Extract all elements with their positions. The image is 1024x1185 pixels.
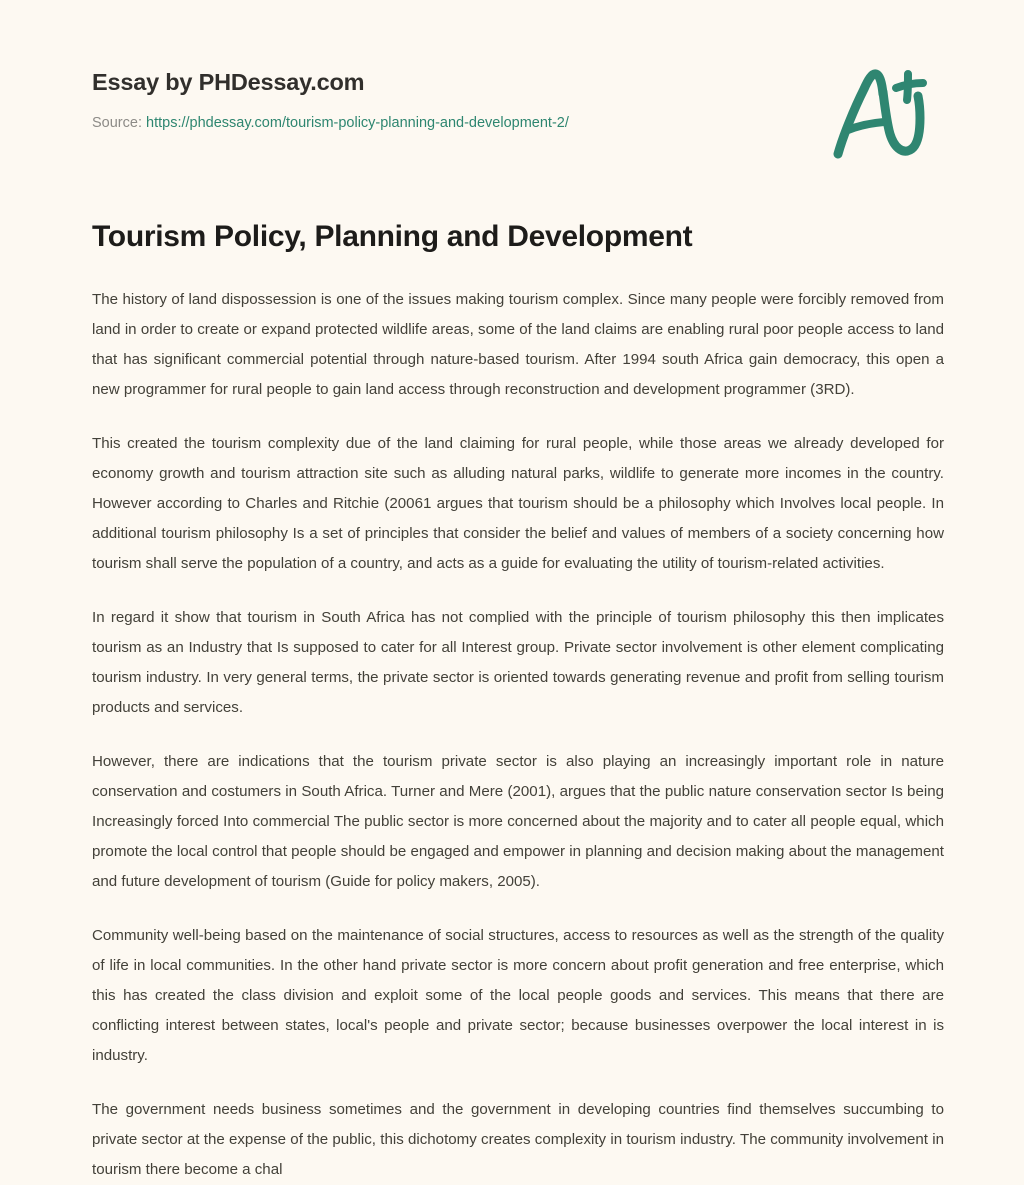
source-url-link[interactable]: https://phdessay.com/tourism-policy-planning-and-development-2/ [146,114,569,131]
source-label: Source: [92,114,142,131]
header-left-block [92,64,569,132]
a-plus-grade-icon [820,62,940,162]
paragraph: Community well-being based on the maintenance of social structures, access to resources as well as the strength of the quality of life in local communities. In the other hand private sector is more concern about profit generation and free enterprise, which this has created the class division and exploit some of the local people goods and services. This means that there are conflicting interest between states, local's people and private sector; because businesses overpower the local interest in is industry. [92,926,944,1064]
paragraph: The history of land dispossession is one of the issues making tourism complex. Since many people were forcibly removed from land in order to create or expand protected wildlife areas, some of the land claims are enabling rural poor people access to land that has significant commercial potential through nature-based tourism. After 1994 south Africa gain democracy, this open a new programmer for rural people to gain land access through reconstruction and development programmer (3RD). [92,290,944,398]
source-line [92,115,569,132]
brand-title: Essay by PHDessay.com [92,69,365,95]
paragraph: The government needs business sometimes and the government in developing countries find themselves succumbing to private sector at the expense of the public, this dichotomy creates complexity in tourism industry. The community involvement in tourism there become a chal [92,1100,944,1178]
paragraph: However, there are indications that the tourism private sector is also playing an increasingly important role in nature conservation and costumers in South Africa. Turner and Mere (2001), argues that the public nature conservation sector Is being Increasingly forced Into commercial The public sector is more concerned about the majority and to cater all people equal, which promote the local control that people should be engaged and empower in planning and decision making about the management and future development of tourism (Guide for policy makers, 2005). [92,752,944,890]
paragraph: This created the tourism complexity due of the land claiming for rural people, while those areas we already developed for economy growth and tourism attraction site such as alluding natural parks, wildlife to generate more incomes in the country. However according to Charles and Ritchie (20061 argues that tourism should be a philosophy which Involves local people. In additional tourism philosophy Is a set of principles that consider the belief and values of members of a society concerning how tourism shall serve the population of a country, and acts as a guide for evaluating the utility of tourism-related activities. [92,434,944,572]
page-header [0,0,1024,162]
essay-body [92,285,944,1185]
paragraph: In regard it show that tourism in South Africa has not complied with the principle of tourism philosophy this then implicates tourism as an Industry that Is supposed to cater for all Interest group. Private sector involvement is other element complicating tourism industry. In very general terms, the private sector is oriented towards generating revenue and profit from selling tourism products and services. [92,608,944,716]
page-title: Tourism Policy, Planning and Development [92,220,693,253]
